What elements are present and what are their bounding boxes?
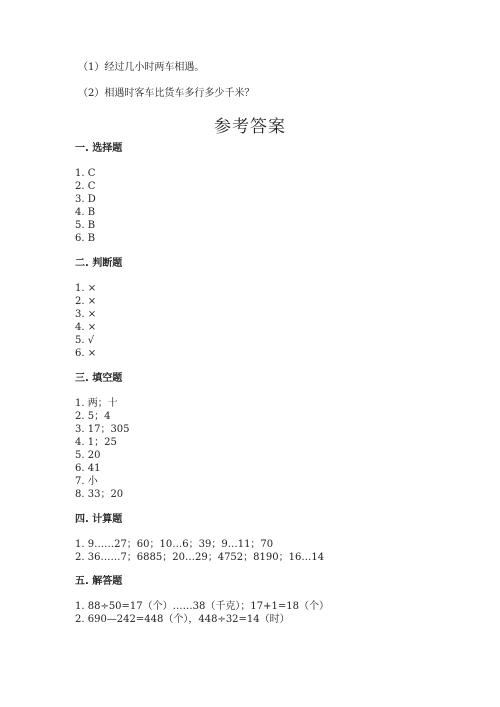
page-title: 参考答案 xyxy=(214,117,286,137)
answer-item: 2. × xyxy=(75,296,97,307)
answer-item: 8. 33；20 xyxy=(75,489,124,500)
answer-item: 5. B xyxy=(75,220,96,231)
answer-item: 6. 41 xyxy=(75,463,101,474)
answer-item: 2. 5；4 xyxy=(75,411,111,422)
answer-list-calc xyxy=(75,538,324,564)
answer-item: 6. × xyxy=(75,348,97,359)
section-heading-judge: 二. 判断题 xyxy=(75,258,123,269)
answer-item: 7. 小 xyxy=(75,476,98,487)
answer-item: 3. 17；305 xyxy=(75,424,130,435)
question-2: （2）相遇时客车比货车多行多少千米？ xyxy=(78,88,255,99)
section-heading-fill: 三. 填空题 xyxy=(75,373,123,384)
question-1: （1）经过几小时两车相遇。 xyxy=(78,62,205,73)
answer-item: 3. × xyxy=(75,309,97,320)
answer-item: 5. 20 xyxy=(75,450,101,461)
answer-item: 4. 1；25 xyxy=(75,437,117,448)
answer-item: 2. 36……7；6885；20…29；4752；8190；16…14 xyxy=(75,552,325,563)
answer-list-fill xyxy=(75,397,130,501)
answer-item: 2. 690—242=448（个），448÷32=14（时） xyxy=(75,614,290,625)
section-heading-calc: 四. 计算题 xyxy=(75,514,123,525)
answer-item: 3. D xyxy=(75,194,96,205)
answer-item: 4. × xyxy=(75,322,97,333)
section-heading-solve: 五. 解答题 xyxy=(75,576,123,587)
answer-item: 2. C xyxy=(75,181,96,192)
answer-item: 1. C xyxy=(75,168,96,179)
answer-list-solve xyxy=(75,600,329,626)
answer-list-judge xyxy=(75,282,96,360)
answer-item: 6. B xyxy=(75,233,96,244)
answer-item: 1. × xyxy=(75,283,97,294)
answer-item: 1. 9……27；60；10…6；39；9…11；70 xyxy=(75,539,274,550)
answer-item: 1. 两；十 xyxy=(75,398,118,409)
answer-item: 5. √ xyxy=(75,335,95,346)
section-heading-choice: 一. 选择题 xyxy=(75,143,123,154)
answer-item: 1. 88÷50=17（个）……38（千克）；17+1=18（个） xyxy=(75,601,329,612)
answer-list-choice xyxy=(75,167,96,245)
answer-item: 4. B xyxy=(75,207,96,218)
